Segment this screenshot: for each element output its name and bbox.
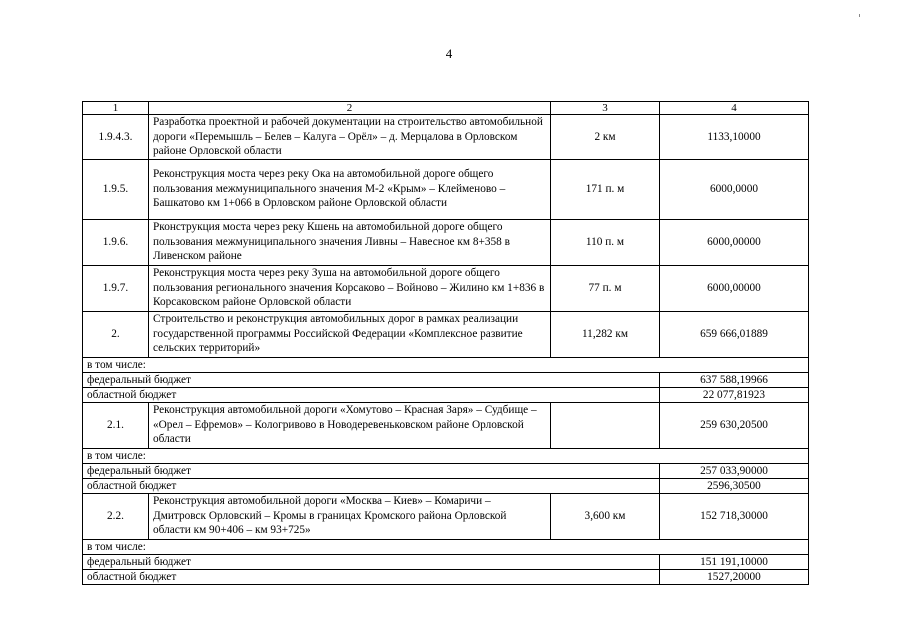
table-row	[83, 402, 809, 448]
budget-label: федеральный бюджет	[83, 463, 660, 478]
budget-row	[83, 478, 809, 493]
row-quantity	[551, 402, 660, 448]
budget-label: федеральный бюджет	[83, 372, 660, 387]
header-row	[83, 102, 809, 115]
table-row	[83, 115, 809, 160]
row-description: Рконструкция моста через реку Кшень на автомобильной дороге общего пользования межмуниципального значения Ливны – Навесное км 8+358 в Ливенском районе	[149, 219, 551, 265]
row-description: Строительство и реконструкция автомобильных дорог в рамках реализации государственной программы Российской Федерации «Комплексное развитие сельских территорий»	[149, 311, 551, 357]
row-description: Реконструкция автомобильной дороги «Москва – Киев» – Комаричи – Дмитровск Орловский – Кромы в границах Кромского района Орловской области км 90+406 – км 93+725»	[149, 493, 551, 539]
budget-label: областной бюджет	[83, 387, 660, 402]
table-body	[83, 102, 809, 585]
row-description: Реконструкция автомобильной дороги «Хомутово – Красная Заря» – Судбище – «Орел – Ефремов» – Кологривово в Новодеревеньковском районе Орловской области	[149, 402, 551, 448]
budget-label: областной бюджет	[83, 478, 660, 493]
row-amount: 259 630,20500	[660, 402, 809, 448]
budget-amount: 1527,20000	[660, 569, 809, 584]
row-number: 2.2.	[83, 493, 149, 539]
row-number: 2.1.	[83, 402, 149, 448]
table-row	[83, 265, 809, 311]
table-row	[83, 311, 809, 357]
budget-amount: 257 033,90000	[660, 463, 809, 478]
including-label: в том числе:	[83, 448, 809, 463]
column-header-4: 4	[660, 102, 809, 115]
table-row	[83, 219, 809, 265]
budget-amount: 2596,30500	[660, 478, 809, 493]
including-label: в том числе:	[83, 539, 809, 554]
row-number: 2.	[83, 311, 149, 357]
scan-mark	[859, 14, 860, 17]
page-number: 4	[445, 46, 453, 61]
row-number: 1.9.6.	[83, 219, 149, 265]
budget-amount: 151 191,10000	[660, 554, 809, 569]
column-header-3: 3	[551, 102, 660, 115]
row-quantity: 77 п. м	[551, 265, 660, 311]
table-row	[83, 159, 809, 219]
budget-amount: 637 588,19966	[660, 372, 809, 387]
row-description: Разработка проектной и рабочей документации на строительство автомобильной дороги «Перемышль – Белев – Калуга – Орёл» – д. Мерцалова в Орловском районе Орловской области	[149, 115, 551, 160]
row-amount: 6000,00000	[660, 265, 809, 311]
row-quantity: 110 п. м	[551, 219, 660, 265]
row-number: 1.9.7.	[83, 265, 149, 311]
row-number: 1.9.5.	[83, 159, 149, 219]
budget-row	[83, 463, 809, 478]
budget-row	[83, 387, 809, 402]
column-header-1: 1	[83, 102, 149, 115]
table-row	[83, 493, 809, 539]
row-amount: 659 666,01889	[660, 311, 809, 357]
budget-label: областной бюджет	[83, 569, 660, 584]
budget-row	[83, 569, 809, 584]
including-label: в том числе:	[83, 357, 809, 372]
budget-row	[83, 372, 809, 387]
subtotal-label-row	[83, 448, 809, 463]
budget-table	[82, 101, 809, 585]
row-amount: 6000,0000	[660, 159, 809, 219]
subtotal-label-row	[83, 539, 809, 554]
row-description: Реконструкция моста через реку Зуша на автомобильной дороге общего пользования регионального значения Корсаково – Войново – Жилино км 1+836 в Корсаковском районе Орловской области	[149, 265, 551, 311]
budget-amount: 22 077,81923	[660, 387, 809, 402]
row-description: Реконструкция моста через реку Ока на автомобильной дороге общего пользования межмуниципального значения М-2 «Крым» – Клейменово – Башкатово км 1+066 в Орловском районе Орловской области	[149, 159, 551, 219]
row-quantity: 2 км	[551, 115, 660, 160]
row-amount: 6000,00000	[660, 219, 809, 265]
row-number: 1.9.4.3.	[83, 115, 149, 160]
row-amount: 152 718,30000	[660, 493, 809, 539]
row-quantity: 11,282 км	[551, 311, 660, 357]
row-amount: 1133,10000	[660, 115, 809, 160]
budget-row	[83, 554, 809, 569]
column-header-2: 2	[149, 102, 551, 115]
subtotal-label-row	[83, 357, 809, 372]
budget-label: федеральный бюджет	[83, 554, 660, 569]
row-quantity: 171 п. м	[551, 159, 660, 219]
row-quantity: 3,600 км	[551, 493, 660, 539]
